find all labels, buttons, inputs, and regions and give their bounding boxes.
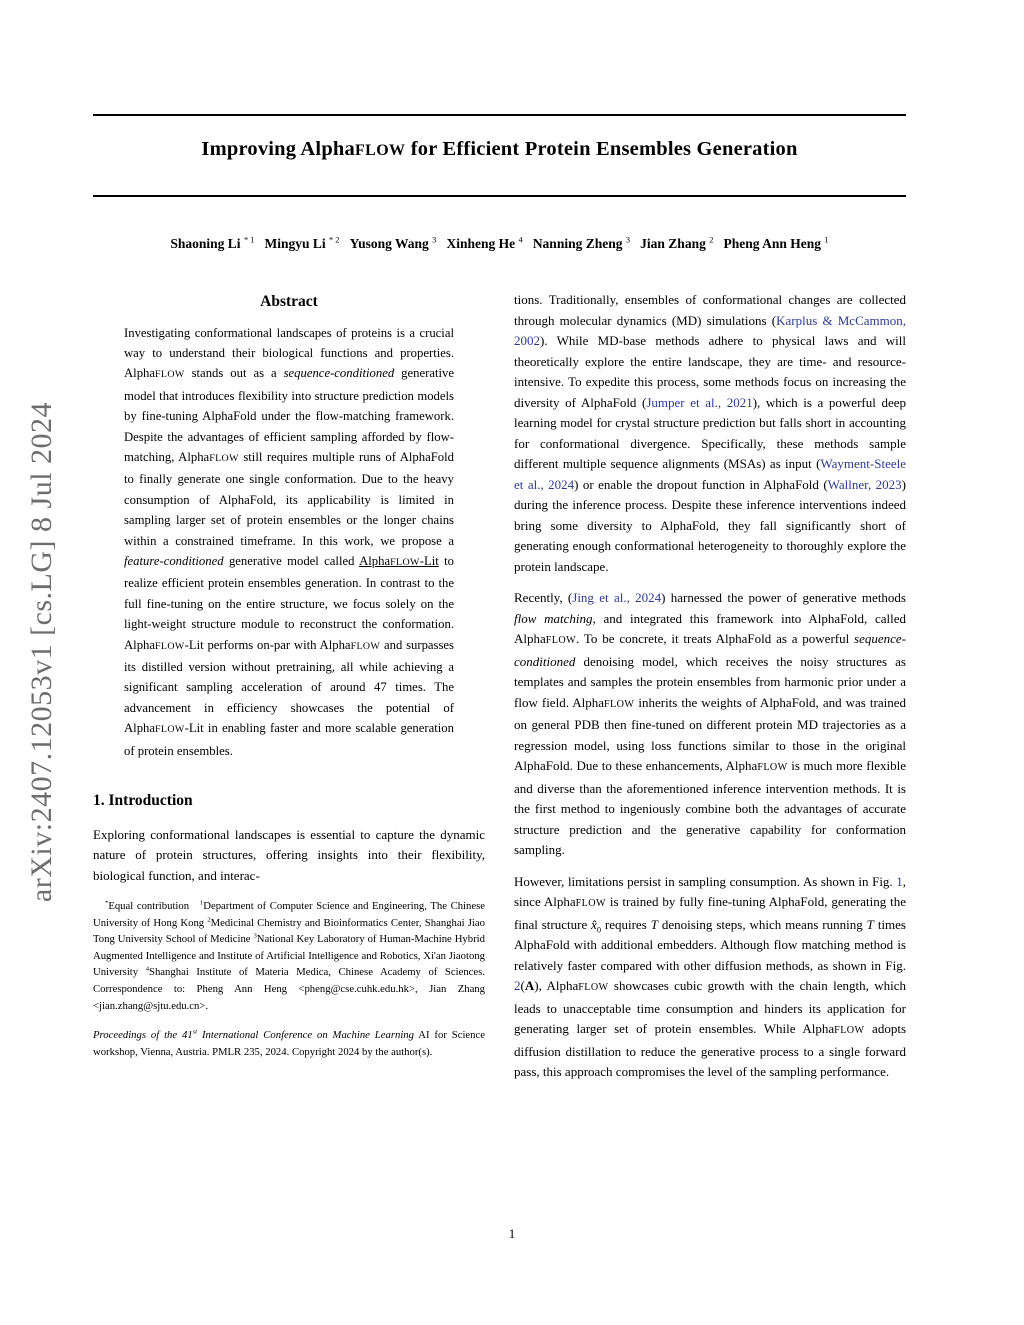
citation-link[interactable]: Jumper et al., 2021 [646, 394, 753, 410]
text-run: Improving Alpha [201, 138, 355, 160]
text-run: denoising model, which receives the noisy structures as templates and samples the protein ensembles from harmonic prior under a flow field. Alpha [514, 653, 906, 710]
footnote-block [93, 898, 485, 1060]
left-column [93, 290, 485, 1060]
text-run: 0 [596, 925, 601, 935]
text-run: adopts diffusion distillation to reduce the generative process to a single forward pass, this approach compromises the level of the sampling performance. [514, 1021, 907, 1079]
text-run: FLOW [578, 982, 609, 993]
abstract-heading: Abstract [260, 293, 318, 310]
text-run: st [192, 1028, 198, 1036]
text-run: FLOW [390, 556, 420, 568]
introduction-paragraph [93, 825, 485, 887]
text-run: AI for Science workshop, Vienna, Austria. PMLR 235, 2024. Copyright 2024 by the author(s). [93, 1029, 485, 1058]
text-run: 1 [824, 235, 829, 245]
text-run: Exploring conformational landscapes is essential to capture the dynamic nature of protein structures, offering insights into their flexibility, biological function, and interac- [93, 826, 485, 883]
text-run: 1 [199, 899, 204, 907]
text-run: sequence-conditioned [283, 366, 395, 381]
text-run: T [866, 916, 874, 932]
text-run: -Lit performs on-par with Alpha [184, 637, 351, 652]
text-run: and surpasses its distilled version without pretraining, all while achieving a significant sampling acceleration of around 47 times. The advancement in efficiency showcases the potential of Alpha [124, 637, 454, 736]
text-run: 3 [253, 932, 257, 940]
right-column [514, 290, 906, 1094]
text-run: A [524, 978, 535, 993]
section-heading-introduction: 1. Introduction [93, 792, 193, 810]
text-run: Alpha [359, 553, 391, 568]
text-run: requires [600, 916, 651, 932]
text-run: ( [520, 978, 525, 993]
equal-contribution-footnote [93, 898, 485, 1014]
body-paragraph [514, 872, 906, 1083]
text-run: Mingyu Li [254, 236, 330, 251]
text-run: 2 [709, 235, 714, 245]
citation-link[interactable]: 2 [514, 978, 521, 993]
text-run: inherits the weights of AlphaFold, and was trained on general PDB then fine-tuned on different protein MD trajectories as a regression model, using loss functions similar to those in the original AlphaFold. Due to these enhancements, Alpha [514, 694, 906, 773]
text-run: FLOW [155, 724, 185, 736]
text-run: generative model that introduces flexibility into structure prediction models by fine-tuning AlphaFold under the flow-matching framework. Despite the advantages of efficient sampling afforded by flow-matching, Alpha [124, 366, 454, 464]
text-run: Proceedings of the 41 [93, 1029, 193, 1042]
text-run: Shaoning Li [170, 236, 244, 251]
text-run: However, limitations persist in sampling consumption. As shown in Fig. [514, 873, 897, 889]
text-run: Jian Zhang [630, 236, 710, 251]
text-run: Recently, ( [514, 590, 573, 605]
text-run: FLOW [209, 452, 239, 464]
text-run: times AlphaFold with additional embedders. Although flow matching method is relatively faster compared with other diffusion methods, as shown in Fig. [514, 916, 906, 973]
text-run: still requires multiple runs of AlphaFold to finally generate one single conformation. Due to the heavy consumption of AlphaFold, its applicability is limited in sampling larger set of protein ensembles or the longer chains within a constrained timeframe. In this work, we propose a [124, 449, 454, 548]
text-run: Equal contribution [108, 900, 200, 913]
text-run: , and integrated this framework into AlphaFold, called Alpha [514, 610, 906, 646]
page-number: 1 [508, 1226, 516, 1241]
text-run: . To be concrete, it treats AlphaFold as a powerful [576, 631, 855, 646]
text-run: flow matching [514, 610, 593, 626]
citation-link[interactable]: 1 [896, 873, 903, 889]
text-run: Xinheng He [436, 236, 519, 251]
text-run: Investigating conformational landscapes of proteins is a crucial way to understand their biological functions and properties. Alpha [124, 325, 454, 381]
abstract-text [93, 323, 485, 762]
citation-link[interactable]: Karplus & McCammon, 2002 [514, 312, 906, 348]
paper-title [93, 138, 906, 161]
proceedings-note [93, 1027, 485, 1060]
body-paragraph [514, 290, 906, 577]
text-run: FLOW [155, 369, 185, 381]
text-run: FLOW [545, 635, 577, 646]
text-run: tions. Traditionally, ensembles of conformational changes are collected through molecular dynamics (MD) simulations ( [514, 292, 906, 328]
text-run: * [105, 899, 109, 907]
text-run: 4 [145, 965, 150, 973]
text-run: 3 [625, 235, 631, 245]
text-run: , since Alpha [514, 873, 906, 909]
text-run: ) during the inference process. Despite these inference interventions indeed bring some diversity to AlphaFold, they fall significantly short of generating enough conformational heterogeneity to thoroughly explore the protein landscape. [514, 476, 907, 574]
author-line [73, 236, 926, 252]
text-run: FLOW [834, 1025, 865, 1036]
text-run: -Lit [419, 553, 439, 568]
citation-link[interactable]: Wallner, 2023 [827, 476, 902, 492]
text-run: to realize efficient protein ensembles generation. In contrast to the full fine-tuning on the entire structure, we focus solely on the light-weight structure module to reconstruct the conformation. Alpha [124, 553, 454, 652]
text-run: T [650, 916, 658, 932]
text-run: FLOW [575, 898, 606, 909]
text-run: is trained by fully fine-tuning AlphaFold, generating the final structure [514, 894, 906, 932]
text-run: feature-conditioned [124, 553, 224, 568]
text-run: is much more flexible and diverse than the aforementioned inference intervention methods. It is the first method to ingeniously combine both the advantages of accurate structure prediction and the generative capability for conformation sampling. [514, 758, 907, 857]
text-run: FLOW [757, 762, 788, 773]
text-run: generative model called [223, 553, 360, 568]
text-run: ). While MD-base methods adhere to physical laws and will theoretically explore the entire landscape, they are time- and resource-intensive. To expedite this process, some methods focus on increasing the diversity of AlphaFold ( [514, 333, 906, 410]
text-run: Department of Computer Science and Engineering, The Chinese University of Hong Kong [93, 900, 486, 929]
text-run: * 1 [243, 235, 255, 245]
body-paragraph [514, 588, 906, 861]
text-run: National Key Laboratory of Human-Machine Hybrid Augmented Intelligence and Institute of Artificial Intelligence and Robotics, Xi'an Jiaotong University [93, 933, 485, 979]
text-run: Pheng Ann Heng [713, 236, 825, 251]
text-run: -Lit in enabling faster and more scalable generation of protein ensembles. [124, 721, 454, 758]
text-run: x̂ [591, 916, 597, 932]
citation-link[interactable]: Jing et al., 2024 [572, 590, 662, 605]
text-run: denoising steps, which means running [657, 916, 867, 932]
text-run: ) or enable the dropout function in AlphaFold ( [574, 476, 828, 492]
text-run: FLOW [155, 640, 185, 652]
text-run: 2 [207, 916, 211, 924]
arxiv-watermark: arXiv:2407.12053v1 [cs.LG] 8 Jul 2024 [25, 401, 58, 903]
text-run: Medicinal Chemistry and Bioinformatics Center, Shanghai Jiao Tong University School of Medicine [93, 916, 485, 946]
title-rule-bottom [93, 195, 906, 197]
text-run: ), Alpha [534, 978, 579, 993]
text-run: stands out as a [184, 366, 284, 381]
text-run: FLOW [354, 142, 406, 159]
text-run: 4 [518, 235, 523, 245]
text-run: for Efficient Protein Ensembles Generation [405, 138, 798, 160]
text-run: ) harnessed the power of generative methods [661, 590, 906, 605]
title-rule-top [93, 114, 906, 116]
text-run: Shanghai Institute of Materia Medica, Chinese Academy of Sciences. Correspondence to: Pheng Ann Heng <pheng@cse.cuhk.edu.hk>, Jian Zhang <jian.zhang@sjtu.edu.cn>. [93, 966, 485, 1012]
text-run: 3 [432, 235, 437, 245]
citation-link[interactable]: Wayment-Steele et al., 2024 [514, 456, 906, 492]
text-run: Yusong Wang [339, 236, 433, 251]
text-run: Nanning Zheng [522, 236, 626, 251]
text-run: International Conference on Machine Learning [197, 1029, 414, 1042]
text-run: showcases cubic growth with the chain length, which leads to unacceptable time consumption and hinders its application for generating larger set of protein ensembles. While Alpha [514, 978, 906, 1036]
text-run: ), which is a powerful deep learning model for crystal structure prediction but falls short in accounting for conformational divergence. Specifically, these methods sample different multiple sequence alignments (MSAs) as input ( [514, 394, 906, 471]
text-run: sequence-conditioned [514, 631, 906, 669]
text-run: FLOW [604, 698, 635, 710]
text-run: * 2 [329, 235, 340, 245]
text-run: FLOW [350, 640, 381, 652]
